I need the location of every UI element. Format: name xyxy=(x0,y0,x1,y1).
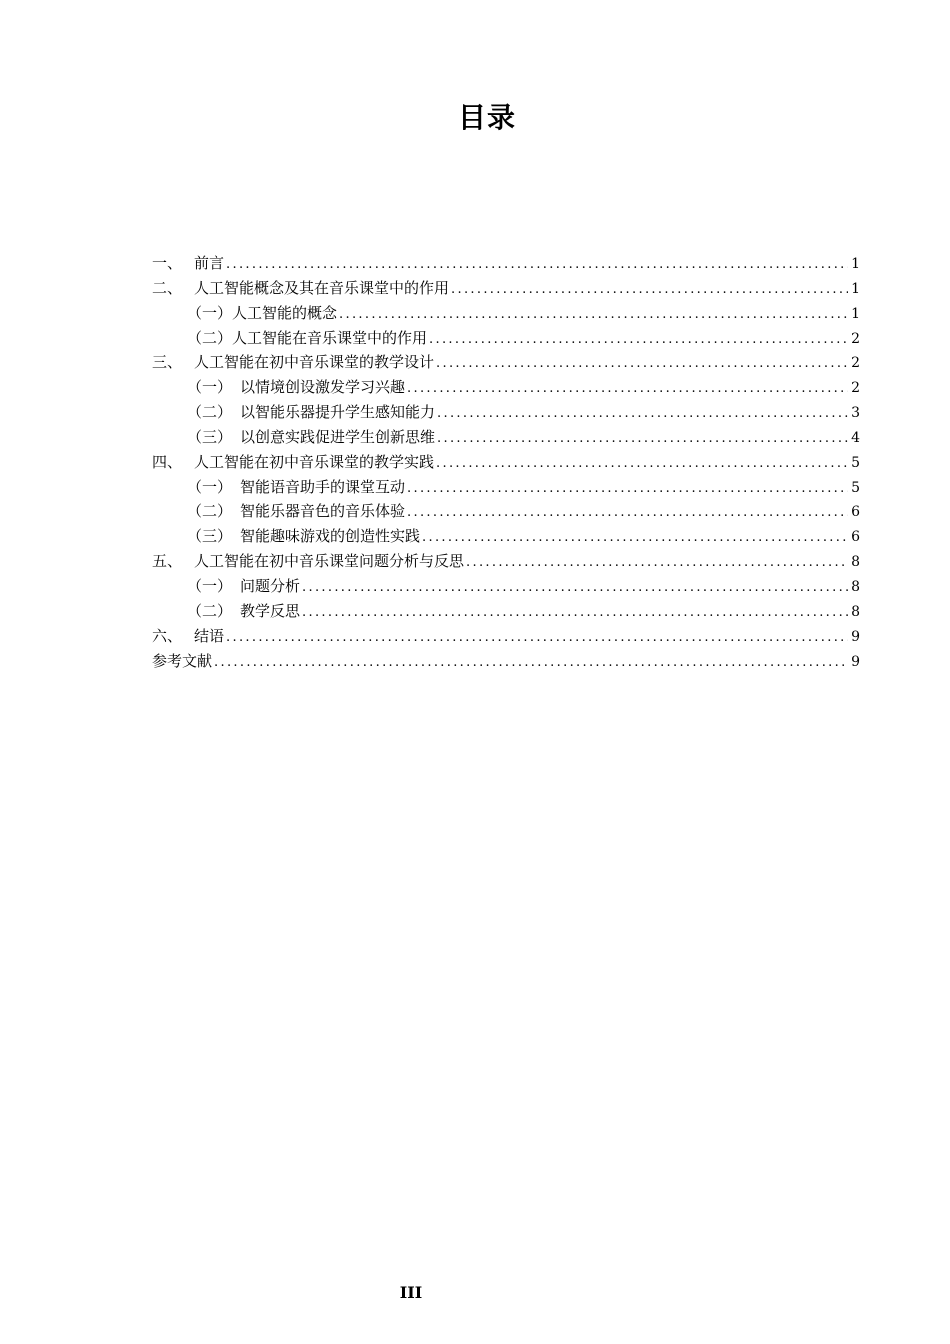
toc-entry-number: 二、 xyxy=(152,278,183,297)
toc-entry[interactable] xyxy=(152,350,860,375)
toc-entry-title: 以智能乐器提升学生感知能力 xyxy=(240,403,436,422)
dot-leader xyxy=(407,477,848,500)
toc-entry-page: 5 xyxy=(851,479,860,496)
toc-entry-title: 前言 xyxy=(194,254,225,272)
toc-entry[interactable] xyxy=(152,450,860,475)
toc-entry-page: 9 xyxy=(851,628,860,645)
dot-leader xyxy=(429,328,848,351)
toc-entry-number: （三） xyxy=(187,427,233,446)
toc-entry-page: 2 xyxy=(851,355,860,372)
toc-entry-title: 人工智能的概念 xyxy=(232,303,338,322)
toc-entry-number: （二） xyxy=(187,601,233,620)
dot-leader xyxy=(302,601,848,624)
toc-entry[interactable] xyxy=(152,425,860,450)
page-number: III xyxy=(399,1283,423,1302)
toc-entry[interactable] xyxy=(152,499,860,524)
toc-entry-number: 五、 xyxy=(152,552,183,571)
toc-entry-number: （一） xyxy=(187,378,233,397)
toc-entry-number: （一） xyxy=(187,576,233,595)
toc-entry[interactable] xyxy=(152,624,860,649)
dot-leader xyxy=(437,402,848,425)
toc-entry-page: 1 xyxy=(851,305,860,322)
toc-entry[interactable] xyxy=(152,375,860,400)
dot-leader xyxy=(407,501,848,524)
toc-entry-title: 结语 xyxy=(194,626,225,645)
toc-entry-number: （一） xyxy=(187,303,233,322)
dot-leader xyxy=(302,576,848,599)
dot-leader xyxy=(339,303,848,326)
toc-entry-number: 四、 xyxy=(152,452,183,471)
toc-entry-title: 人工智能在音乐课堂中的作用 xyxy=(232,328,428,347)
toc-entry-title: 参考文献 xyxy=(152,651,213,670)
toc-entry-page: 1 xyxy=(851,280,860,297)
toc-entry-page: 6 xyxy=(851,504,860,521)
toc-entry-page: 8 xyxy=(851,603,860,620)
toc-entry-title: 教学反思 xyxy=(240,601,301,620)
toc-entry-title: 人工智能在初中音乐课堂的教学设计 xyxy=(194,353,435,372)
toc-entry-title: 以情境创设激发学习兴趣 xyxy=(240,378,406,397)
toc-entry-title: 智能语音助手的课堂互动 xyxy=(240,477,406,496)
toc-entry-number: 一、 xyxy=(152,254,183,272)
toc-entry[interactable] xyxy=(152,524,860,549)
dot-leader xyxy=(436,452,848,475)
toc-entry[interactable] xyxy=(152,326,860,351)
toc-entry[interactable] xyxy=(152,400,860,425)
toc-entry[interactable] xyxy=(152,574,860,599)
toc-entry-page: 2 xyxy=(851,330,860,347)
toc-entry-title: 人工智能在初中音乐课堂问题分析与反思 xyxy=(194,552,465,571)
dot-leader xyxy=(407,377,848,400)
toc-entry-title: 以创意实践促进学生创新思维 xyxy=(240,427,436,446)
dot-leader xyxy=(437,427,848,450)
dot-leader xyxy=(466,551,848,574)
toc-entry-number: 三、 xyxy=(152,353,183,372)
dot-leader xyxy=(451,278,848,301)
toc-entry-number: 六、 xyxy=(152,626,183,645)
toc-entry-page: 3 xyxy=(851,405,860,422)
dot-leader xyxy=(422,526,848,549)
toc-entry-number: （三） xyxy=(187,527,233,546)
toc-entry-title: 智能趣味游戏的创造性实践 xyxy=(240,527,421,546)
toc-entry-page: 6 xyxy=(851,529,860,546)
toc-entry[interactable] xyxy=(152,251,860,276)
toc-entry-page: 9 xyxy=(851,653,860,670)
toc-entry-page: 8 xyxy=(851,578,860,595)
dot-leader xyxy=(214,651,848,674)
toc-entry-number: （二） xyxy=(187,328,233,347)
page-title: 目录 xyxy=(457,101,516,134)
toc-entry-page: 8 xyxy=(851,554,860,571)
toc-entry-page: 5 xyxy=(851,454,860,471)
toc-entry-number: （一） xyxy=(187,477,233,496)
toc-entry-title: 问题分析 xyxy=(240,576,301,595)
toc-entry[interactable] xyxy=(152,276,860,301)
toc-entry-page: 4 xyxy=(851,429,860,446)
toc-entry-page: 1 xyxy=(851,256,860,272)
toc-entry-number: （二） xyxy=(187,403,233,422)
toc-entry[interactable] xyxy=(152,549,860,574)
toc-entry-page: 2 xyxy=(851,380,860,397)
toc-entry-number: （二） xyxy=(187,502,233,521)
toc-entry[interactable] xyxy=(152,599,860,624)
toc-entry-title: 人工智能在初中音乐课堂的教学实践 xyxy=(194,452,435,471)
dot-leader xyxy=(436,352,848,375)
dot-leader xyxy=(226,626,848,649)
table-of-contents xyxy=(152,251,860,673)
toc-entry-title: 人工智能概念及其在音乐课堂中的作用 xyxy=(194,278,450,297)
toc-entry-title: 智能乐器音色的音乐体验 xyxy=(240,502,406,521)
toc-entry[interactable] xyxy=(152,475,860,500)
toc-entry[interactable] xyxy=(152,649,860,674)
toc-entry[interactable] xyxy=(152,301,860,326)
dot-leader xyxy=(226,253,848,276)
